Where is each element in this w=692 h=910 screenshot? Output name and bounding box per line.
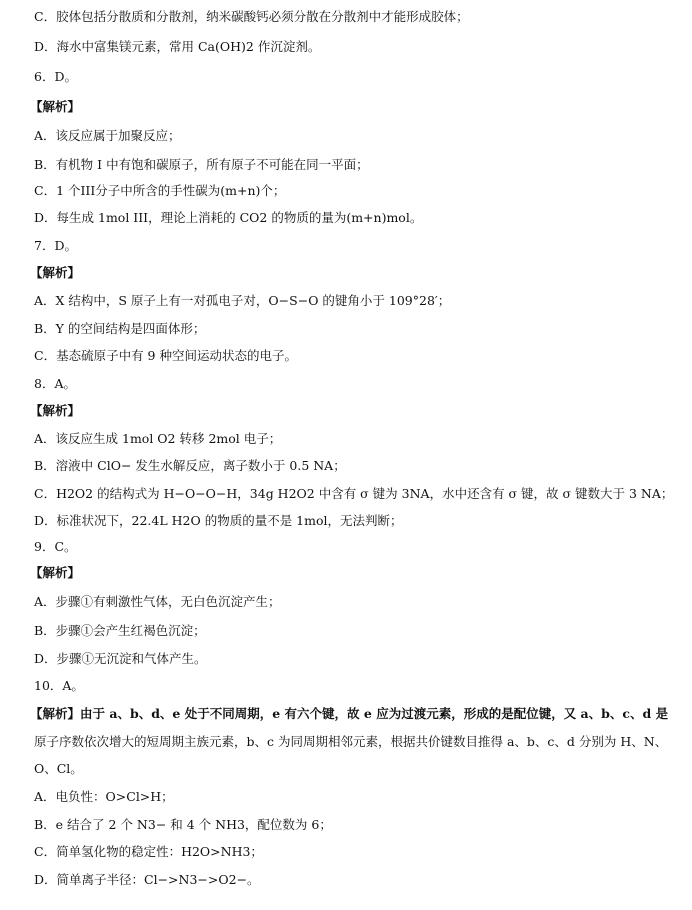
text-line: B．溶液中 ClO− 发生水解反应，离子数小于 0.5 NA； (34, 458, 346, 473)
text-line: D．每生成 1mol III，理论上消耗的 CO2 的物质的量为(m+n)mol。 (34, 210, 423, 225)
text-line: A．该反应生成 1mol O2 转移 2mol 电子； (34, 431, 282, 446)
text-line: B．步骤①会产生红褐色沉淀； (34, 623, 206, 638)
text-line: A．该反应属于加聚反应； (34, 128, 181, 143)
text-line: C．胶体包括分散质和分散剂，纳米碳酸钙必须分散在分散剂中才能形成胶体； (34, 9, 469, 24)
analysis-paragraph: 【解析】由于 a、b、d、e 处于不同周期，e 有六个键，故 e 应为过渡元素，形成的是配位键，又 a、b、c、d 是 (30, 706, 669, 721)
text-line: C．1 个III分子中所含的手性碳为(m+n)个； (34, 183, 286, 198)
text-line: A．步骤①有刺激性气体，无白色沉淀产生； (34, 594, 281, 609)
text-line: 9．C。 (34, 539, 77, 554)
text-line: 8．A。 (34, 376, 76, 391)
text-line: D．简单离子半径：Cl−>N3−>O2−。 (34, 872, 260, 887)
text-line: B．Y 的空间结构是四面体形； (34, 321, 206, 336)
text-line: A．电负性：O>Cl>H； (34, 789, 174, 804)
analysis-heading: 【解析】 (30, 565, 81, 580)
text-line: D．标准状况下，22.4L H2O 的物质的量不是 1mol，无法判断； (34, 513, 403, 528)
text-line: 原子序数依次增大的短周期主族元素，b、c 为同周期相邻元素，根据共价键数目推得 a、b、c、d 分别为 H、N、 (34, 734, 668, 749)
text-line: C．基态硫原子中有 9 种空间运动状态的电子。 (34, 348, 297, 363)
text-line: D．步骤①无沉淀和气体产生。 (34, 651, 207, 666)
analysis-heading: 【解析】 (30, 99, 81, 114)
text-line: 7．D。 (34, 238, 77, 253)
analysis-heading: 【解析】 (30, 265, 81, 280)
text-line: O、Cl。 (34, 761, 83, 776)
text-line: 6．D。 (34, 69, 77, 84)
text-line: C．简单氢化物的稳定性：H2O>NH3； (34, 844, 263, 859)
text-line: B．有机物 I 中有饱和碳原子，所有原子不可能在同一平面； (34, 157, 369, 172)
text-line: D．海水中富集镁元素，常用 Ca(OH)2 作沉淀剂。 (34, 39, 321, 54)
text-line: A．X 结构中，S 原子上有一对孤电子对，O−S−O 的键角小于 109°28′； (34, 293, 451, 308)
text-line: C．H2O2 的结构式为 H−O−O−H，34g H2O2 中含有 σ 键为 3NA，水中还含有 σ 键，故 σ 键数大于 3 NA； (34, 486, 674, 501)
analysis-heading: 【解析】 (30, 403, 81, 418)
text-line: 10．A。 (34, 678, 84, 693)
text-line: B．e 结合了 2 个 N3− 和 4 个 NH3，配位数为 6； (34, 817, 332, 832)
